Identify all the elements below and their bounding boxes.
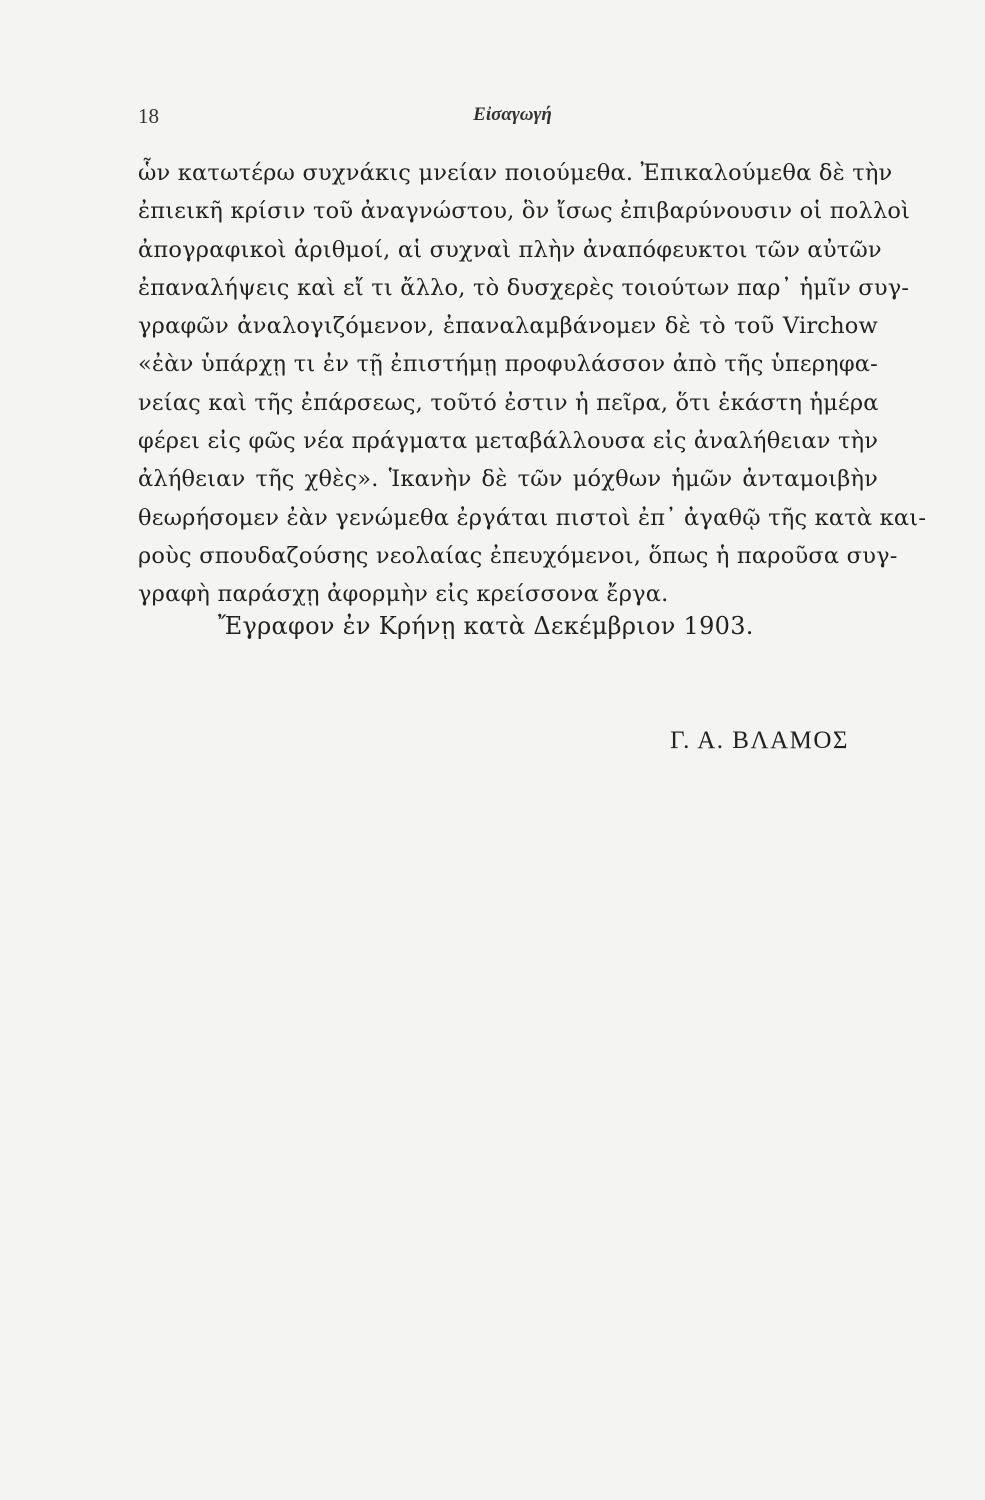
text-line: φέρει εἰς φῶς νέα πράγματα μεταβάλλουσα εἰς ἀναλήθειαν τὴν bbox=[138, 428, 879, 455]
text-line: θεωρήσομεν ἐὰν γενώμεθα ἐργάται πιστοὶ ἐπ᾽ ἀγαθῷ τῆς κατὰ και- bbox=[138, 504, 927, 531]
text-line: νείας καὶ τῆς ἐπάρσεως, τοῦτό ἐστιν ἡ πεῖρα, ὅτι ἑκάστη ἡμέρα bbox=[138, 389, 879, 416]
text-line: ἐπιεικῆ κρίσιν τοῦ ἀναγνώστου, ὃν ἴσως ἐπιβαρύνουσιν οἱ πολλοὶ bbox=[138, 198, 911, 225]
text-line: γραφὴ παράσχῃ ἀφορμὴν εἰς κρείσσονα ἔργα. bbox=[138, 581, 669, 608]
body-paragraph bbox=[138, 154, 927, 614]
text-line: «ἐὰν ὑπάρχῃ τι ἐν τῇ ἐπιστήμῃ προφυλάσσον ἀπὸ τῆς ὑπερηφα- bbox=[138, 351, 878, 378]
text-line: γραφῶν ἀναλογιζόμενον, ἐπαναλαμβάνομεν δὲ τὸ τοῦ Virchow bbox=[138, 313, 878, 340]
author-signature: Γ. Α. ΒΛΑΜΟΣ bbox=[670, 727, 849, 754]
running-title: Εἰσαγωγή bbox=[473, 104, 552, 125]
dateline: Ἔγραφον ἐν Κρήνῃ κατὰ Δεκέμβριον 1903. bbox=[218, 612, 754, 640]
text-line: ἀπογραφικοὶ ἀριθμοί, αἱ συχναὶ πλὴν ἀναπόφευκτοι τῶν αὐτῶν bbox=[138, 236, 882, 263]
text-line: ἀλήθειαν τῆς χθὲς». Ἱκανὴν δὲ τῶν μόχθων ἡμῶν ἀνταμοιβὴν bbox=[138, 466, 878, 493]
page-number: 18 bbox=[138, 104, 159, 128]
text-line: ἐπαναλήψεις καὶ εἴ τι ἄλλο, τὸ δυσχερὲς τοιούτων παρ᾽ ἡμῖν συγ- bbox=[138, 274, 910, 301]
text-line: ροὺς σπουδαζούσης νεολαίας ἐπευχόμενοι, ὅπως ἡ παροῦσα συγ- bbox=[138, 542, 898, 569]
text-line: ὧν κατωτέρω συχνάκις μνείαν ποιούμεθα. Ἐπικαλούμεθα δὲ τὴν bbox=[138, 160, 893, 186]
